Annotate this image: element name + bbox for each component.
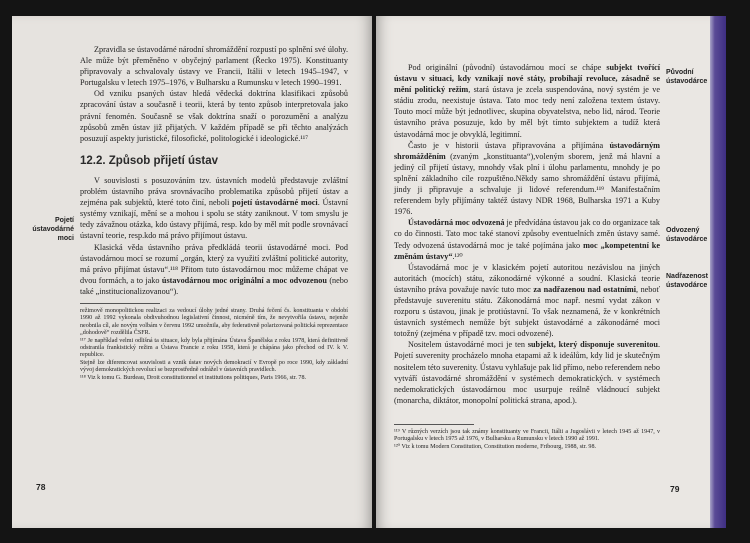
book-cover-edge	[710, 16, 726, 528]
right-page	[376, 16, 710, 528]
footnote: Stejně lze diferencovat souvislosti a vznik ústav nových demokracií v Evropě po roce 1990, kdy základní vývoj demokratických revolucí se bezprostředně odrážel v ústavních pravidlech.	[80, 359, 348, 374]
page-number-right: 79	[670, 484, 680, 494]
left-paragraph: Od vzniku psaných ústav hledá vědecká doktrína klasifikaci způsobů zpracování ústav a současně i teorii, která by tento způsob interpretovala jako právní fenomén. Současně se však doktrína snaží o porozumění a analýzu způsobů změn ústav již přijatých. V každém případě se při těchto analýzách posuzují aspekty juristické, filosofické, politologické i ideologické.¹¹⁷	[80, 89, 348, 143]
margin-note-odvozeny: Odvozený ústavodárce	[666, 227, 708, 243]
section-heading: 12.2. Způsob přijetí ústav	[80, 154, 219, 167]
right-footnotes	[394, 429, 660, 451]
left-paragraph: Zpravidla se ústavodárné národní shromáždění rozpustí po splnění své úlohy. Ale může být přeměněno v obyčejný parlament (Řecko 1975). Konstituanty připravovaly a schvalovaly ústavy ve Francii, Itálii v letech 1945–1947, v Portugalsku v letech 1975–1976, v Bulharsku a Rumunsku v letech 1990–1991.	[80, 45, 348, 88]
right-paragraph: Pod originální (původní) ústavodárnou mocí se chápe subjekt tvořící ústavu v situaci, kdy vznikají nové státy, probíhají revoluce, zásadně se mění politický režim, stará ústava je zcela suspendována, nový systém je ve stádiu zrodu, neexistuje ústava. Tato moc tedy není založena textem ústavy. Touto mocí může být jednotlivec, skupina obyvatelstva, nebo lid, národ. Teorie ústavního práva posuzuje, kdo by měl být tímto subjektem a tudíž která ústavodárná moc je obvyklá, legitimní.	[394, 63, 661, 139]
page-number-left: 78	[36, 482, 46, 492]
footnote: ¹²⁰ Viz k tomu Modern Constitution, Constitution moderne, Fribourg, 1988, str. 98.	[394, 443, 597, 450]
footnote: režimově monopolitickou realizaci za vedoucí úlohy jedné strany. Druhá fečení čs. konstituanta v období 1990 až 1992 vykonala obdivuhodnou legislativní činnost, nicméně tím, že nevytvořila ústavu, nejenže neobnila cíl, ale novým volbám v červnu 1992 umožnila, aby federativně polarizovaná politická reprezentace „dohodově“ rozdělila ČSFR.	[80, 307, 348, 337]
footnote-rule	[394, 424, 474, 425]
right-paragraph: Ústavodárná moc je v klasickém pojetí autoritou nezávislou na jiných autoritách (mocích) státu, zákonodárné výkonné a soudní. Klasická teorie ústavního práva považuje navíc tuto moc za nadřazenou nad ostatními, neboť představuje suverenitu státu. Zákonodárná moc např. nesmí vydat zákon v rozporu s ústavou, jinak je protiústavní. To však neznamená, že v konkrétních ústavních systémech nemůže být subjekt ústavodárné a zákonodárné moci totožný (zejména v případě tzv. moci odvozené).	[394, 262, 660, 339]
right-text-column	[394, 62, 660, 451]
left-page	[12, 16, 372, 528]
right-paragraph: Často je v historii ústava připravována a přijímána ústavodárným shromážděním (zvaným „konstituanta“),voleným sborem, jenž má hlavní a jediný cíl přijetí ústavy, mnohdy však plní i úlohu parlamentu, mnohdy je po splnění základního cíle rozpuštěno.Někdy samo shromáždění ústavu přijímá, jindy ji připravuje a schvaluje ji lidové referendum.¹¹⁹ Manifestačním referendem byly přijímány taktéž ústavy NDR 1968, Bulharska 1971 a Kuby 1976.	[394, 140, 660, 217]
left-paragraph: Klasická věda ústavního práva předkládá teorii ústavodárné moci. Pod ústavodárnou mocí se rozumí „orgán, který za využití zvláštní politické autority, má právo přijímat ústavu“.¹¹⁸ Přitom tuto ústavodárnou moc můžeme chápat ve dvou formách, a to jako ústavodárnou moc originální a moc odvozenou (nebo také „institucionalizovanou“).	[80, 242, 348, 296]
left-paragraph: V souvislosti s posuzováním tzv. ústavních modelů představuje zvláštní problém ústavního práva srovnávacího problematika způsobů přijetí ústav a zejména pak subjektů, které toto činí, neboli pojetí ústavodárné moci. Ústavní systémy vznikají, mění se a mohou i spolu se státy zaniknout. V tom smyslu je tedy závažnou otázka, kdo ústavy přijímá, resp. kdo by měl mít podle srovnávací ústavní teorie, resp.kdo má právo přijímout ústavu.	[80, 175, 348, 241]
footnote: ¹¹⁷ Je například velmi odlišná ta situace, kdy byla přijímána Ústava Španělska z roku 1978, která definitivně odstranila frankistický režim a Ústava Francie z roku 1958, která je chápána jako přechod od IV. k V. republice.	[80, 337, 348, 359]
margin-note-pojeti: Pojetí ústavodárné moci	[32, 217, 74, 242]
footnote: ¹¹⁸ Viz k tomu G. Burdeau, Droit constitutionnel et institutions politiques, Paris 1966, str. 78.	[80, 374, 307, 381]
right-paragraph: Nositelem ústavodárné moci je ten subjekt, který disponuje suverenitou. Pojetí suverenity procházelo mnoha etapami až k ideálům, kdy lid je skutečným nositelem této suverenity. Ústavu vyhlašuje pak lid přímo, nebo referendem nebo vytváří ústavodárné shromáždění v systémech demokratických. v systémech nedemokratických ústavodárnou moc usurpuje reálně vládnoucí subjekt (monarcha, diktátor, monopolní politická strana, apod.).	[394, 340, 660, 405]
margin-note-puvodni: Původní ústavodárce	[666, 69, 708, 85]
margin-note-nadrazenost: Nadřazenost ústavodárce	[666, 273, 709, 289]
left-text-column	[80, 44, 348, 382]
footnote: ¹¹⁹ V různých verzích jsou tak známy konstituanty ve Francii, Itálii a Jugoslávii v letech 1945 až 1947, v Portugalsku v letech 1975 až 1976, v Bulharsku a Rumunsku v letech 1990 až 1991.	[394, 428, 660, 443]
right-paragraph: Ústavodárná moc odvozená je předvídána ústavou jak co do organizace tak co do činnosti. Tato moc také stanoví způsoby eventuelních změn ústavy samé. Tedy odvozená ústavodárná moc je také pojímána jako moc „kompetentní ke změnám ústavy“.¹²⁰	[394, 218, 660, 261]
footnote-rule	[80, 303, 160, 304]
left-footnotes	[80, 308, 348, 382]
